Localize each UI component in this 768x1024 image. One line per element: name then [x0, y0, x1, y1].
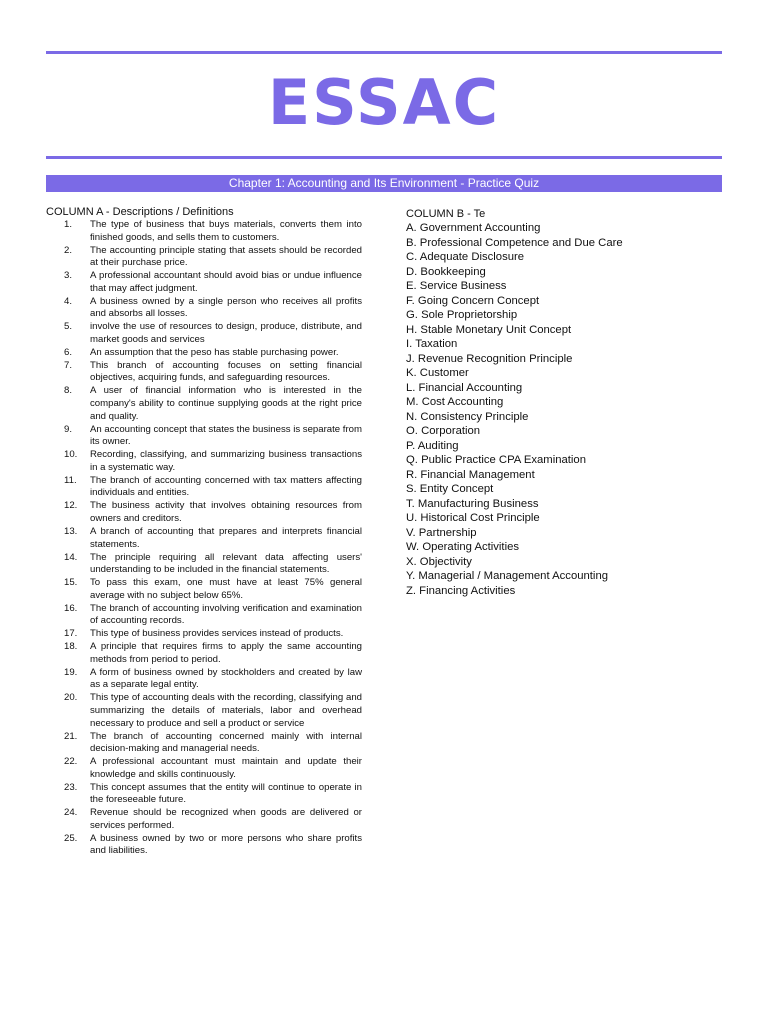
- question-text: This concept assumes that the entity will continue to operate in the foreseeable future.: [90, 781, 362, 806]
- question-number-cell: [46, 641, 90, 666]
- question-item: [46, 245, 362, 270]
- answer-item: H. Stable Monetary Unit Concept: [406, 323, 572, 336]
- question-text: The business activity that involves obtaining resources from owners and creditors.: [90, 500, 362, 524]
- question-text: This type of business provides services instead of products.: [90, 628, 344, 640]
- question-list: [46, 219, 362, 858]
- question-text: involve the use of resources to design, produce, distribute, and market goods and services: [90, 321, 362, 345]
- question-number-cell: [46, 731, 90, 756]
- question-number-cell: [46, 667, 90, 692]
- question-text: This branch of accounting focuses on setting financial objectives, acquiring funds, and safeguarding resources.: [90, 359, 362, 384]
- question-text: Recording, classifying, and summarizing business transactions in a systematic way.: [90, 449, 362, 473]
- question-number-cell: [46, 475, 90, 500]
- answer-item: U. Historical Cost Principle: [406, 512, 540, 524]
- question-number-cell: [46, 296, 90, 321]
- question-text: A principle that requires firms to apply the same accounting methods from period to period.: [90, 641, 362, 665]
- question-text: A professional accountant must maintain and update their knowledge and skills continuously.: [90, 756, 362, 780]
- question-item: [46, 385, 362, 423]
- question-number: 1.: [64, 219, 73, 230]
- question-text: The branch of accounting concerned mainly with internal decision-making and managerial needs.: [90, 730, 362, 755]
- question-number: 6.: [64, 346, 73, 358]
- question-number: 5.: [64, 321, 73, 333]
- question-number-cell: [46, 552, 90, 577]
- question-number: 7.: [64, 359, 73, 371]
- question-item: [46, 424, 362, 449]
- question-number-cell: [46, 833, 90, 858]
- question-number-cell: [46, 360, 90, 385]
- answer-item: V. Partnership: [406, 526, 477, 539]
- question-text: The branch of accounting involving verification and examination of accounting records.: [90, 602, 362, 627]
- question-text: A business owned by two or more persons who share profits and liabilities.: [90, 832, 362, 857]
- answer-item: K. Customer: [406, 367, 469, 379]
- question-item: [46, 347, 362, 360]
- question-number: 21.: [64, 730, 78, 742]
- question-item: [46, 475, 362, 500]
- question-number: 12.: [64, 500, 78, 512]
- answer-item: D. Bookkeeping: [406, 265, 486, 278]
- question-number: 20.: [64, 692, 78, 704]
- answer-item: R. Financial Management: [406, 468, 535, 481]
- question-number-cell: [46, 603, 90, 628]
- question-number: 22.: [64, 756, 78, 768]
- question-number-cell: [46, 347, 90, 360]
- question-item: [46, 756, 362, 781]
- chapter-banner: Chapter 1: Accounting and Its Environment - Practice Quiz: [46, 175, 722, 192]
- question-text: Revenue should be recognized when goods are delivered or services performed.: [90, 807, 362, 831]
- question-text: The principle requiring all relevant data affecting users' understanding to be included in the financial statements.: [90, 551, 362, 576]
- question-number-cell: [46, 219, 90, 244]
- question-item: [46, 782, 362, 807]
- answer-item: Q. Public Practice CPA Examination: [406, 454, 586, 466]
- question-item: [46, 628, 362, 641]
- question-number: 11.: [64, 474, 77, 486]
- question-text: A user of financial information who is interested in the company's ability to continue supplying goods at the right price and quality.: [90, 385, 362, 422]
- question-number-cell: [46, 692, 90, 730]
- question-number-cell: [46, 449, 90, 474]
- question-number: 4.: [64, 295, 73, 307]
- answer-item: J. Revenue Recognition Principle: [406, 352, 573, 365]
- answer-item: L. Financial Accounting: [406, 381, 523, 394]
- answer-list: [406, 221, 726, 598]
- answer-item: I. Taxation: [406, 338, 458, 350]
- question-number-cell: [46, 500, 90, 525]
- question-number-cell: [46, 807, 90, 832]
- question-number-cell: [46, 756, 90, 781]
- question-number-cell: [46, 526, 90, 551]
- column-a: [46, 206, 362, 858]
- question-number: 15.: [64, 577, 78, 589]
- question-text: A branch of accounting that prepares and interprets financial statements.: [90, 525, 362, 550]
- column-b: [406, 207, 726, 598]
- answer-item: O. Corporation: [406, 425, 481, 437]
- question-number: 19.: [64, 666, 78, 678]
- header-divider: [46, 156, 722, 159]
- answer-item: X. Objectivity: [406, 555, 472, 568]
- answer-item: Z. Financing Activities: [406, 584, 516, 597]
- question-number-cell: [46, 577, 90, 602]
- answer-item: T. Manufacturing Business: [406, 497, 539, 510]
- question-text: The type of business that buys materials, converts them into finished goods, and sells them to customers.: [90, 219, 362, 243]
- question-number-cell: [46, 424, 90, 449]
- question-item: [46, 270, 362, 295]
- question-item: [46, 603, 362, 628]
- question-item: [46, 219, 362, 244]
- question-item: [46, 526, 362, 551]
- question-text: An accounting concept that states the business is separate from its owner.: [90, 423, 362, 448]
- question-item: [46, 807, 362, 832]
- question-item: [46, 449, 362, 474]
- answer-item: G. Sole Proprietorship: [406, 309, 518, 321]
- question-item: [46, 321, 362, 346]
- question-number-cell: [46, 782, 90, 807]
- question-number-cell: [46, 270, 90, 295]
- top-divider: [46, 51, 722, 54]
- question-item: [46, 552, 362, 577]
- question-item: [46, 667, 362, 692]
- question-number: 18.: [64, 641, 78, 653]
- question-number: 14.: [64, 551, 78, 563]
- question-number-cell: [46, 245, 90, 270]
- question-text: An assumption that the peso has stable purchasing power.: [90, 346, 339, 358]
- question-item: [46, 641, 362, 666]
- question-number: 10.: [64, 449, 78, 461]
- answer-item: P. Auditing: [406, 439, 459, 452]
- question-item: [46, 731, 362, 756]
- answer-item: S. Entity Concept: [406, 483, 494, 495]
- answer-item: A. Government Accounting: [406, 222, 541, 234]
- question-number-cell: [46, 321, 90, 346]
- column-a-heading: COLUMN A - Descriptions / Definitions: [46, 206, 234, 218]
- question-number: 25.: [64, 832, 78, 844]
- question-text: To pass this exam, one must have at least 75% general average with no subject below 65%.: [90, 577, 362, 601]
- question-text: A form of business owned by stockholders and created by law as a separate legal entity.: [90, 666, 362, 691]
- question-number: 13.: [64, 525, 78, 537]
- question-number: 16.: [64, 602, 78, 614]
- column-b-heading: COLUMN B - Te: [406, 208, 486, 220]
- answer-item: M. Cost Accounting: [406, 396, 504, 408]
- question-text: A professional accountant should avoid bias or undue influence that may affect judgment.: [90, 270, 362, 294]
- question-number: 8.: [64, 385, 73, 397]
- question-item: [46, 577, 362, 602]
- answer-item: Y. Managerial / Management Accounting: [406, 570, 609, 582]
- question-number: 3.: [64, 270, 73, 282]
- question-text: This type of accounting deals with the recording, classifying and summarizing the details of materials, labor and overhead necessary to produce and sell a product or service: [90, 692, 362, 729]
- question-item: [46, 692, 362, 730]
- question-text: The accounting principle stating that assets should be recorded at their purchase price.: [90, 244, 362, 269]
- answer-item: F. Going Concern Concept: [406, 294, 540, 307]
- answer-item: B. Professional Competence and Due Care: [406, 236, 623, 249]
- question-text: A business owned by a single person who receives all profits and absorbs all losses.: [90, 295, 362, 320]
- question-number: 24.: [64, 807, 78, 819]
- question-number: 23.: [64, 781, 78, 793]
- question-text: The branch of accounting concerned with tax matters affecting individuals and entities.: [90, 474, 362, 499]
- question-number: 9.: [64, 423, 73, 435]
- question-number: 17.: [64, 628, 78, 640]
- answer-item: C. Adequate Disclosure: [406, 251, 525, 263]
- answer-item: N. Consistency Principle: [406, 410, 529, 423]
- question-item: [46, 296, 362, 321]
- answer-item: E. Service Business: [406, 280, 507, 292]
- question-item: [46, 500, 362, 525]
- question-number: 2.: [64, 244, 73, 256]
- answer-item: W. Operating Activities: [406, 541, 520, 553]
- question-item: [46, 360, 362, 385]
- question-number-cell: [46, 385, 90, 423]
- brand-title: ESSAC: [267, 66, 501, 139]
- question-item: [46, 833, 362, 858]
- question-number-cell: [46, 628, 90, 641]
